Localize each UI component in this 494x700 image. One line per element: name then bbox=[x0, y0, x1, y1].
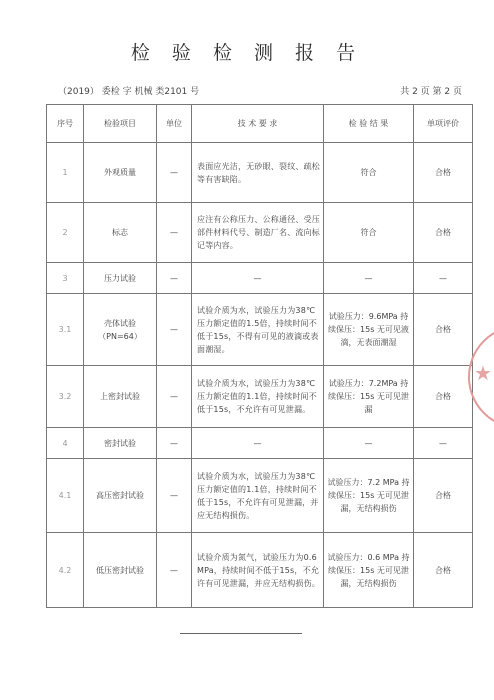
inspection-results-table bbox=[46, 104, 473, 608]
report-reference-number: （2019） 委检 字 机械 类2101 号 bbox=[58, 87, 200, 97]
row-seq: 3.2 bbox=[47, 366, 84, 428]
header-unit: 单位 bbox=[157, 105, 192, 143]
row-result: 试验压力：7.2 MPa 持续保压：15s 无可见泄漏，无结构损伤 bbox=[324, 459, 414, 533]
row-result: 符合 bbox=[324, 203, 414, 263]
row-result: — bbox=[324, 428, 414, 459]
row-evaluation: — bbox=[414, 428, 473, 459]
row-item: 壳体试验（PN=64） bbox=[84, 294, 157, 366]
row-seq: 4.2 bbox=[47, 533, 84, 608]
row-requirement: 试验介质为水，试验压力为38℃压力额定值的1.1倍，持续时间不低于15s，不允许有可见泄漏，并应无结构损伤。 bbox=[192, 459, 324, 533]
row-evaluation: 合格 bbox=[414, 533, 473, 608]
row-item: 高压密封试验 bbox=[84, 459, 157, 533]
row-seq: 3 bbox=[47, 263, 84, 294]
footer-divider bbox=[180, 633, 302, 634]
seal-star-icon: ★ bbox=[474, 361, 492, 385]
row-result: 符合 bbox=[324, 143, 414, 203]
row-requirement: 试验介质为水，试验压力为38℃压力额定值的1.1倍，持续时间不低于15s，不允许有可见泄漏。 bbox=[192, 366, 324, 428]
row-result: — bbox=[324, 263, 414, 294]
table-row bbox=[47, 263, 473, 294]
row-unit: — bbox=[157, 533, 192, 608]
row-item: 上密封试验 bbox=[84, 366, 157, 428]
row-evaluation: 合格 bbox=[414, 143, 473, 203]
table-row bbox=[47, 366, 473, 428]
row-unit: — bbox=[157, 294, 192, 366]
row-evaluation: 合格 bbox=[414, 366, 473, 428]
table-row bbox=[47, 533, 473, 608]
row-evaluation: — bbox=[414, 263, 473, 294]
table-row bbox=[47, 428, 473, 459]
row-evaluation: 合格 bbox=[414, 294, 473, 366]
row-seq: 4 bbox=[47, 428, 84, 459]
row-unit: — bbox=[157, 366, 192, 428]
row-seq: 4.1 bbox=[47, 459, 84, 533]
row-seq: 3.1 bbox=[47, 294, 84, 366]
row-item: 低压密封试验 bbox=[84, 533, 157, 608]
row-unit: — bbox=[157, 459, 192, 533]
header-requirement: 技 术 要 求 bbox=[192, 105, 324, 143]
official-seal-stamp bbox=[468, 325, 494, 435]
row-unit: — bbox=[157, 428, 192, 459]
header-result: 检 验 结 果 bbox=[324, 105, 414, 143]
table-header-row bbox=[47, 105, 473, 143]
table-row bbox=[47, 294, 473, 366]
row-requirement: — bbox=[192, 263, 324, 294]
page-info: 共 2 页 第 2 页 bbox=[400, 87, 462, 97]
row-result: 试验压力：0.6 MPa 持续保压：15s 无可见泄漏，无结构损伤 bbox=[324, 533, 414, 608]
row-item: 外观质量 bbox=[84, 143, 157, 203]
row-requirement: 应注有公称压力、公称通径、受压部件材料代号、制造厂名、流向标记等内容。 bbox=[192, 203, 324, 263]
row-seq: 2 bbox=[47, 203, 84, 263]
row-result: 试验压力：9.6MPa 持续保压：15s 无可见液滴，无表面潮湿 bbox=[324, 294, 414, 366]
row-evaluation: 合格 bbox=[414, 459, 473, 533]
row-unit: — bbox=[157, 203, 192, 263]
row-requirement: 试验介质为氮气，试验压力为0.6 MPa，持续时间不低于15s，不允许有可见泄漏，并应无结构损伤。 bbox=[192, 533, 324, 608]
row-result: 试验压力：7.2MPa 持续保压：15s 无可见泄漏 bbox=[324, 366, 414, 428]
row-unit: — bbox=[157, 263, 192, 294]
header-evaluation: 单项评价 bbox=[414, 105, 473, 143]
header-item: 检验项目 bbox=[84, 105, 157, 143]
row-unit: — bbox=[157, 143, 192, 203]
table-row bbox=[47, 143, 473, 203]
row-requirement: 表面应光洁，无砂眼、裂纹、疏松等有害缺陷。 bbox=[192, 143, 324, 203]
row-item: 压力试验 bbox=[84, 263, 157, 294]
report-title: 检 验 检 测 报 告 bbox=[130, 42, 364, 64]
row-requirement: — bbox=[192, 428, 324, 459]
header-seq: 序号 bbox=[47, 105, 84, 143]
row-evaluation: 合格 bbox=[414, 203, 473, 263]
row-seq: 1 bbox=[47, 143, 84, 203]
table-row bbox=[47, 203, 473, 263]
row-item: 密封试验 bbox=[84, 428, 157, 459]
row-item: 标志 bbox=[84, 203, 157, 263]
table-row bbox=[47, 459, 473, 533]
row-requirement: 试验介质为水，试验压力为38℃压力额定值的1.5倍，持续时间不低于15s，不得有可见的液滴或表面潮湿。 bbox=[192, 294, 324, 366]
